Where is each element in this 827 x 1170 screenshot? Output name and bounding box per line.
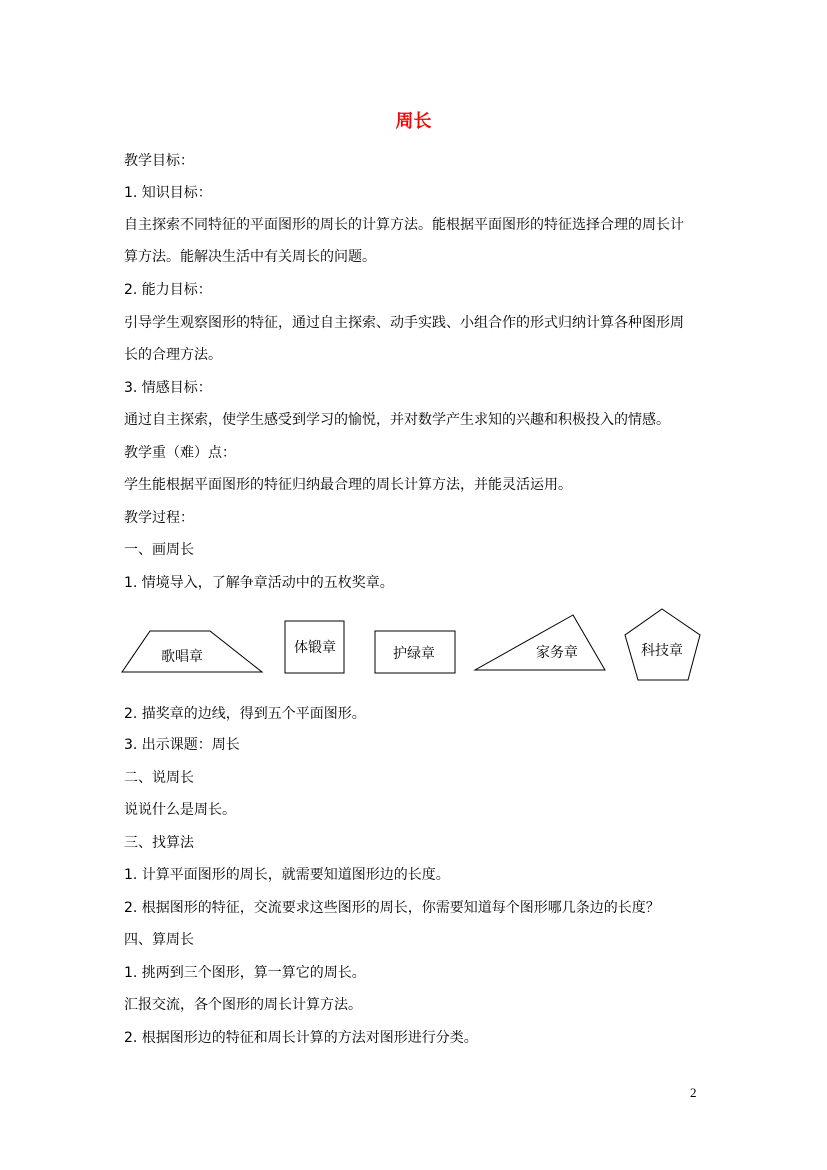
text-line: 学生能根据平面图形的特征归纳最合理的周长计算方法，并能灵活运用。 [124,477,572,493]
text-line: 2. 能力目标： [124,282,212,298]
trapezoid-badge [122,631,262,672]
text-line: 教学过程： [124,510,194,526]
text-line: 一、画周长 [124,542,194,558]
text-line: 2. 根据图形的特征，交流要求这些图形的周长，你需要知道每个图形哪几条边的长度？ [124,900,660,916]
square-badge [285,621,344,673]
rectangle-badge-label: 护绿章 [393,646,435,662]
text-line: 通过自主探索，使学生感受到学习的愉悦，并对数学产生求知的兴趣和积极投入的情感。 [124,412,670,428]
text-line: 汇报交流，各个图形的周长计算方法。 [124,997,362,1013]
text-line: 1. 知识目标： [124,185,212,201]
text-line: 3. 出示课题：周长 [124,737,240,753]
text-line: 3. 情感目标： [124,380,212,396]
text-line: 1. 情境导入，了解争章活动中的五枚奖章。 [124,575,394,591]
text-line: 三、找算法 [124,835,194,851]
square-badge-label: 体锻章 [294,640,336,656]
page-number: 2 [690,1085,697,1100]
triangle-badge-label: 家务章 [536,645,578,661]
text-line: 2. 描奖章的边线，得到五个平面图形。 [124,706,366,722]
text-line: 教学重（难）点： [124,445,236,461]
text-line: 教学目标： [124,153,194,169]
rectangle-badge [375,631,455,673]
text-line: 说说什么是周长。 [124,802,236,818]
page-title: 周长 [395,111,432,132]
text-line: 二、说周长 [124,770,194,786]
text-line: 引导学生观察图形的特征，通过自主探索、动手实践、小组合作的形式归纳计算各种图形周 [124,315,684,331]
text-line: 四、算周长 [124,932,194,948]
pentagon-badge-label: 科技章 [641,643,683,659]
triangle-badge [475,615,605,670]
badge-shapes [0,600,827,700]
text-line: 算方法。能解决生活中有关周长的问题。 [124,249,376,265]
text-line: 1. 挑两到三个图形，算一算它的周长。 [124,965,366,981]
text-line: 1. 计算平面图形的周长，就需要知道图形边的长度。 [124,867,450,883]
text-line: 2. 根据图形边的特征和周长计算的方法对图形进行分类。 [124,1030,478,1046]
trapezoid-badge-label: 歌唱章 [161,649,203,665]
pentagon-badge [625,609,700,680]
text-line: 自主探索不同特征的平面图形的周长的计算方法。能根据平面图形的特征选择合理的周长计 [124,217,684,233]
text-line: 长的合理方法。 [124,347,222,363]
